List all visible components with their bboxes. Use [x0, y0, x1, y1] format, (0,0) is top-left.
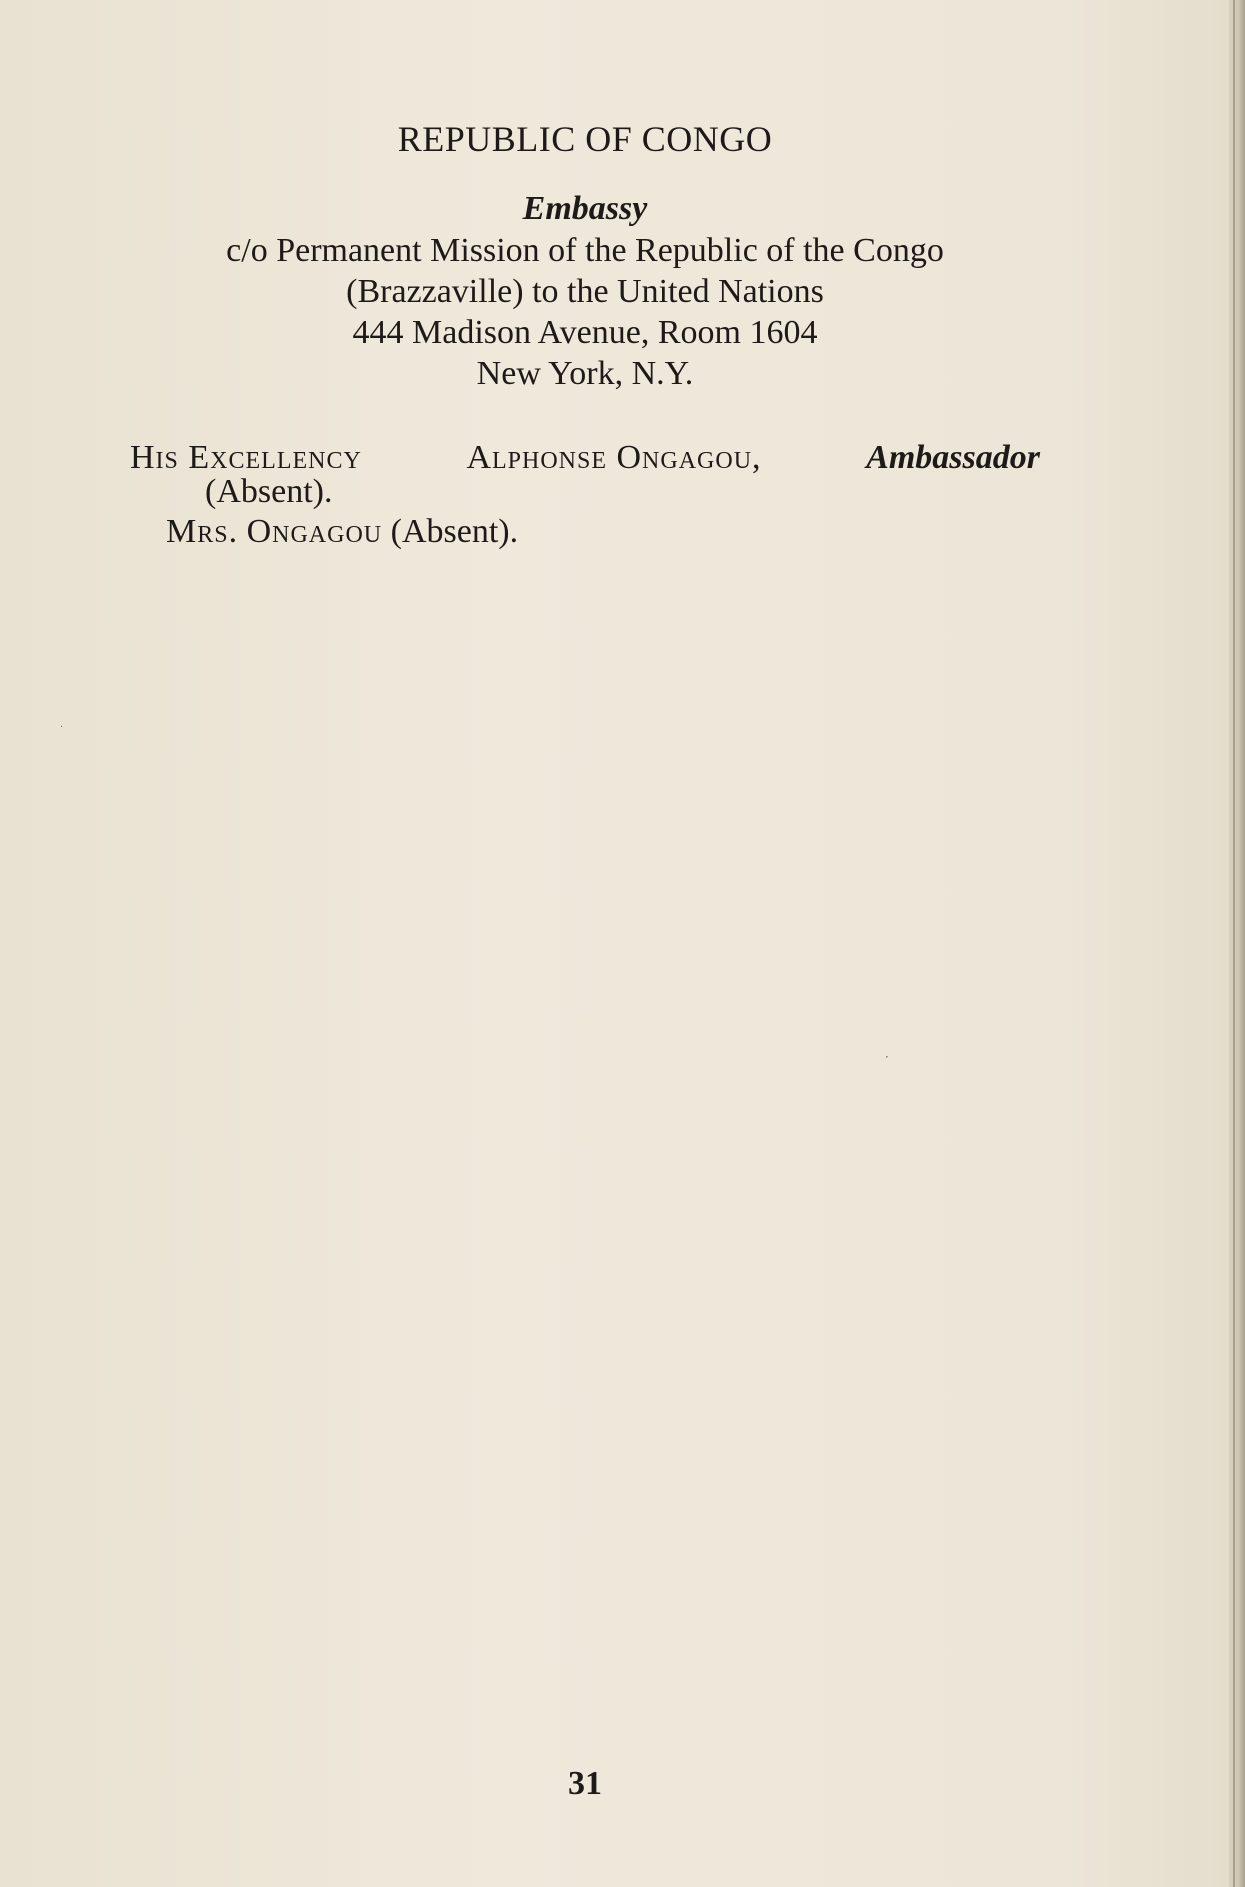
page-edge — [1229, 0, 1245, 1887]
person-title: Ambassador — [866, 439, 1040, 476]
paper-speck: · — [60, 722, 64, 733]
person-status: (Absent). — [390, 513, 519, 550]
address-line: New York, N.Y. — [476, 355, 694, 392]
honorific: Mrs. — [166, 513, 239, 550]
person-name: Alphonse Ongagou, — [466, 439, 762, 476]
address-line: c/o Permanent Mission of the Republic of the Congo — [226, 232, 944, 269]
spouse-entry — [166, 512, 1076, 552]
address-line: (Brazzaville) to the United Nations — [346, 273, 824, 310]
country-heading: REPUBLIC OF CONGO — [397, 119, 773, 159]
honorific: His Excellency — [130, 439, 362, 476]
embassy-label: Embassy — [522, 190, 648, 227]
binding-shadow — [1233, 0, 1235, 1887]
page-number: 31 — [568, 1765, 602, 1802]
address-line: 444 Madison Avenue, Room 1604 — [352, 314, 818, 351]
paper-speck: · — [885, 1050, 889, 1064]
embassy-address — [0, 230, 1170, 394]
ambassador-status: (Absent). — [205, 473, 333, 510]
person-name: Ongagou — [246, 513, 383, 550]
